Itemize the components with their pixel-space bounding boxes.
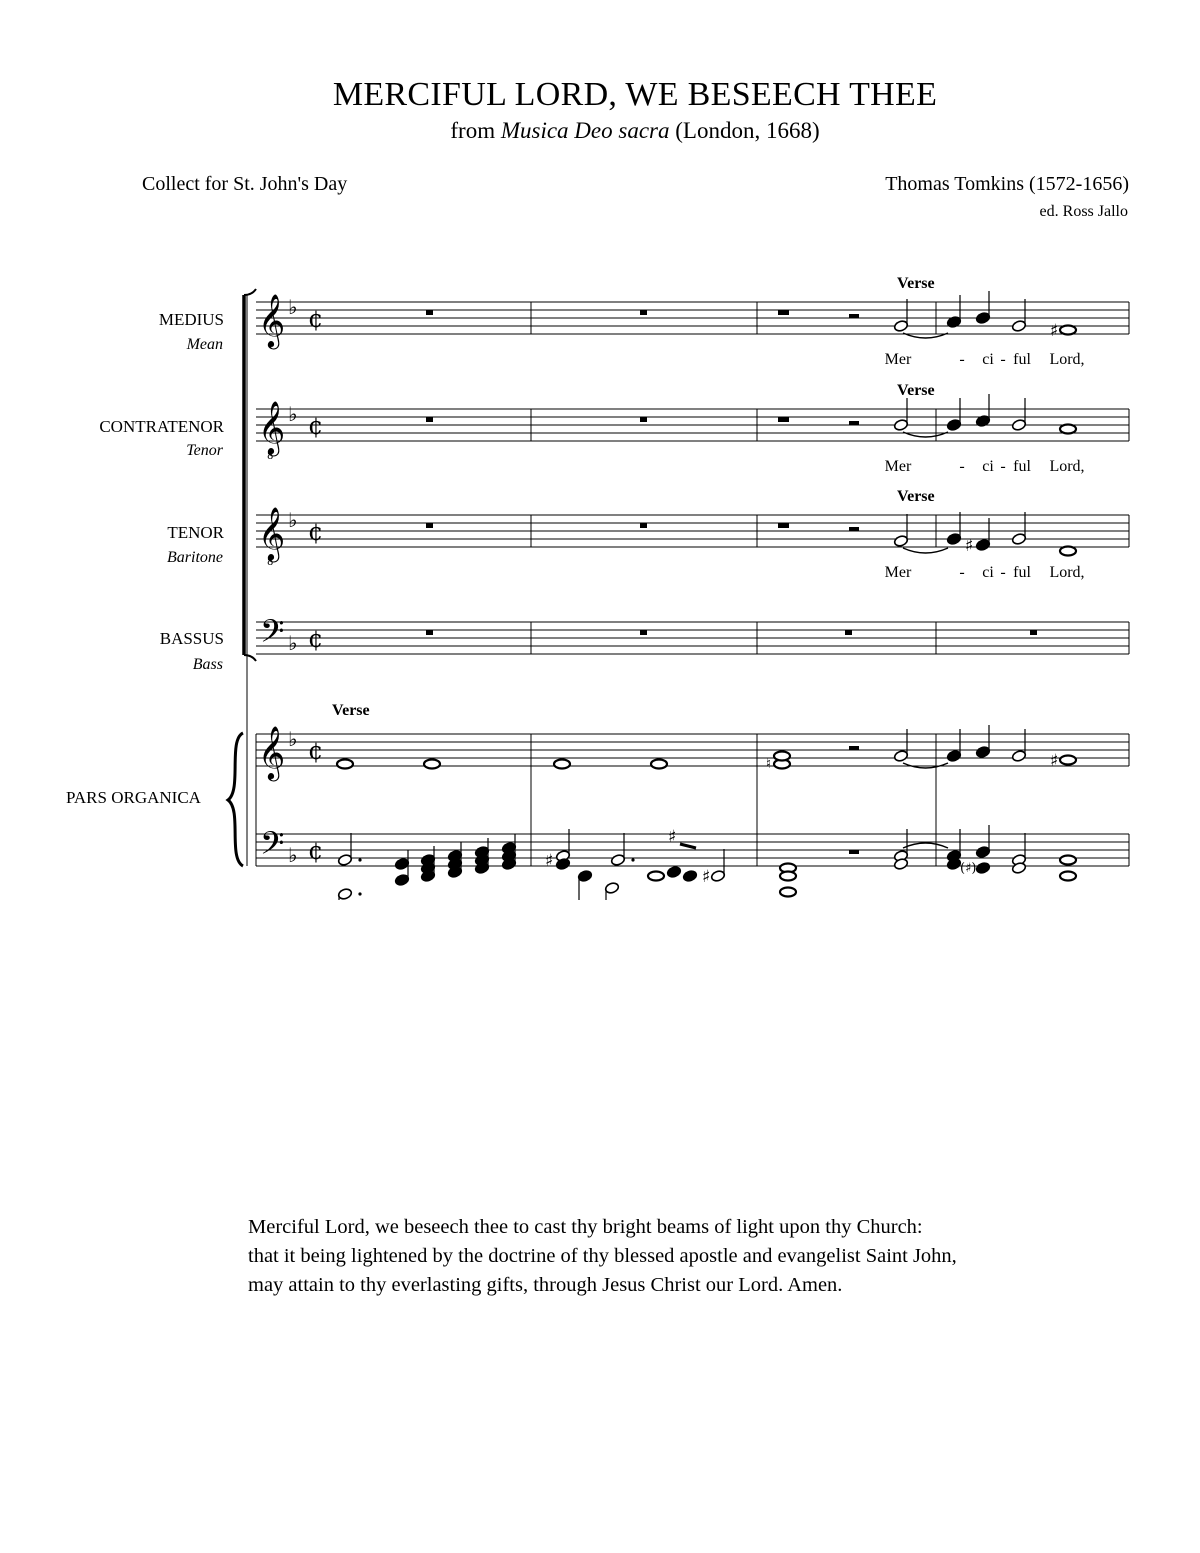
dot — [358, 892, 361, 895]
part-voice-bassus: Bass — [192, 656, 223, 673]
part-name-bassus: BASSUS — [159, 629, 224, 648]
source-title: Musica Deo sacra — [500, 118, 670, 143]
time-signature: ¢ — [308, 837, 324, 865]
whole-rest — [426, 523, 433, 528]
sharp-icon: ♯ — [545, 851, 554, 871]
note-head — [975, 539, 990, 552]
note-head — [946, 316, 961, 329]
note-head — [604, 882, 619, 895]
whole-note — [780, 888, 796, 897]
verse-marking: Verse — [897, 488, 935, 505]
cautionary-sharp-icon: (♯) — [960, 861, 977, 876]
verse-marking: Verse — [332, 702, 370, 719]
tie — [903, 843, 948, 848]
flat-icon: ♭ — [288, 402, 298, 426]
notes — [337, 291, 1076, 900]
half-rest — [849, 527, 859, 531]
note-head — [1011, 750, 1026, 763]
lyric-syllable: Lord, — [1049, 351, 1085, 368]
note-head — [337, 854, 352, 867]
verse-marking: Verse — [897, 275, 935, 292]
note-head — [946, 419, 961, 432]
time-signature: ¢ — [308, 625, 324, 653]
whole-note — [554, 760, 570, 769]
note-head — [610, 854, 625, 867]
lyric-syllable: - — [959, 564, 965, 581]
note-head — [975, 862, 990, 875]
half-rest — [849, 850, 859, 854]
collect-line-1: Merciful Lord, we beseech thee to cast thy bright beams of light upon thy Church: — [248, 1216, 923, 1238]
lyric-syllable: Mer — [884, 458, 912, 475]
note-head — [1011, 419, 1026, 432]
note-head — [1011, 533, 1026, 546]
whole-rest — [426, 310, 433, 315]
note-head — [975, 415, 990, 428]
note-head — [577, 870, 592, 883]
system-brackets — [228, 289, 256, 866]
lyric-syllable: ci — [982, 564, 994, 581]
note-head — [710, 870, 725, 883]
dot — [358, 858, 361, 861]
treble-clef-icon: 𝄞 — [258, 725, 286, 779]
whole-rest — [640, 310, 647, 315]
part-name-organ: PARS ORGANICA — [66, 788, 201, 807]
time-signature: ¢ — [308, 518, 324, 546]
note-head — [893, 750, 908, 763]
occasion-label: Collect for St. John's Day — [142, 173, 348, 195]
composer-label: Thomas Tomkins (1572-1656) — [885, 173, 1129, 195]
note-head — [1011, 320, 1026, 333]
note-head — [682, 870, 697, 883]
whole-note — [651, 760, 667, 769]
clefs-and-keys — [258, 293, 323, 869]
lyric-syllable: - — [959, 351, 965, 368]
whole-note — [1060, 326, 1076, 335]
half-rest — [849, 746, 859, 750]
lyric-syllable: Mer — [884, 351, 912, 368]
whole-note — [1060, 425, 1076, 434]
whole-rest — [426, 630, 433, 635]
sharp-icon: ♯ — [702, 867, 711, 887]
time-signature: ¢ — [308, 412, 324, 440]
note-head — [394, 858, 409, 871]
half-rest — [849, 314, 859, 318]
lyric-syllable: Lord, — [1049, 458, 1085, 475]
time-signature: ¢ — [308, 305, 324, 333]
note-head — [975, 846, 990, 859]
lyric-syllable: ci — [982, 458, 994, 475]
note-head — [893, 419, 908, 432]
note-head — [975, 746, 990, 759]
whole-note — [1060, 856, 1076, 865]
piece-title: MERCIFUL LORD, WE BESEECH THEE — [332, 76, 938, 113]
time-signature: ¢ — [308, 737, 324, 765]
natural-icon: ♮ — [766, 756, 772, 772]
half-rest — [849, 421, 859, 425]
lyric-syllable: - — [1000, 458, 1006, 475]
flat-icon: ♭ — [288, 295, 298, 319]
lyric-syllable: Mer — [884, 564, 912, 581]
whole-rest — [640, 630, 647, 635]
verse-marking: Verse — [897, 382, 935, 399]
whole-rest — [426, 417, 433, 422]
dot — [631, 858, 634, 861]
octave-8-mark: 8 — [267, 557, 274, 568]
lyric-syllable: ci — [982, 351, 994, 368]
whole-rest — [640, 417, 647, 422]
tie — [903, 548, 948, 553]
whole-rest — [640, 523, 647, 528]
bass-clef-icon: 𝄢 — [260, 613, 285, 657]
lyric-syllable: - — [1000, 564, 1006, 581]
note-head — [893, 535, 908, 548]
breve-rest — [778, 310, 789, 315]
note-head — [337, 888, 352, 900]
collect-line-2: that it being lightened by the doctrine of thy blessed apostle and evangelist Saint John, — [248, 1245, 957, 1267]
collect-line-3: may attain to thy everlasting gifts, through Jesus Christ our Lord. Amen. — [248, 1274, 843, 1296]
whole-rest — [1030, 630, 1037, 635]
whole-note — [1060, 547, 1076, 556]
note-head — [666, 866, 681, 879]
whole-note — [337, 760, 353, 769]
treble-clef-icon: 𝄞 — [258, 400, 286, 454]
sharp-icon: ♯ — [668, 827, 677, 847]
verse-markings — [332, 275, 935, 719]
whole-note — [648, 872, 664, 881]
lyric-syllable: - — [1000, 351, 1006, 368]
note-head — [975, 312, 990, 325]
lyric-syllable: ful — [1013, 351, 1031, 368]
treble-clef-icon: 𝄞 — [258, 506, 286, 560]
whole-rest — [845, 630, 852, 635]
editor-label: ed. Ross Jallo — [1039, 203, 1128, 220]
note-head — [946, 750, 961, 763]
flat-icon: ♭ — [288, 631, 298, 655]
flat-icon: ♭ — [288, 727, 298, 751]
collect-text — [248, 1213, 957, 1300]
treble-clef-icon: 𝄞 — [258, 293, 286, 347]
subtitle-suffix: (London, 1668) — [669, 118, 820, 143]
part-name-contratenor: CONTRATENOR — [99, 417, 224, 436]
sharp-icon: ♯ — [1050, 321, 1059, 341]
barlines — [256, 302, 1129, 866]
sharp-icon: ♯ — [1050, 751, 1059, 771]
sharp-icon: ♯ — [965, 536, 974, 556]
lyric-syllable: - — [959, 458, 965, 475]
bass-clef-icon: 𝄢 — [260, 825, 285, 869]
part-voice-tenor: Baritone — [167, 549, 223, 566]
octave-8-mark: 8 — [267, 451, 274, 462]
note-head — [394, 874, 409, 887]
staff-lines — [256, 302, 1129, 866]
breve-rest — [778, 417, 789, 422]
whole-note — [1060, 872, 1076, 881]
part-name-tenor: TENOR — [167, 523, 224, 542]
breve-rest — [778, 523, 789, 528]
flat-icon: ♭ — [288, 508, 298, 532]
lyric-syllable: ful — [1013, 458, 1031, 475]
beam — [680, 844, 696, 848]
whole-note — [774, 752, 790, 761]
whole-note — [780, 872, 796, 881]
flat-icon: ♭ — [288, 843, 298, 867]
part-voice-contratenor: Tenor — [186, 442, 223, 459]
note-head — [893, 320, 908, 333]
note-head — [946, 533, 961, 546]
whole-note — [424, 760, 440, 769]
lyric-syllable: Lord, — [1049, 564, 1085, 581]
subtitle-prefix: from — [450, 118, 501, 143]
part-voice-medius: Mean — [186, 336, 223, 353]
lyric-syllable: ful — [1013, 564, 1031, 581]
whole-note — [1060, 756, 1076, 765]
part-name-medius: MEDIUS — [158, 310, 224, 329]
